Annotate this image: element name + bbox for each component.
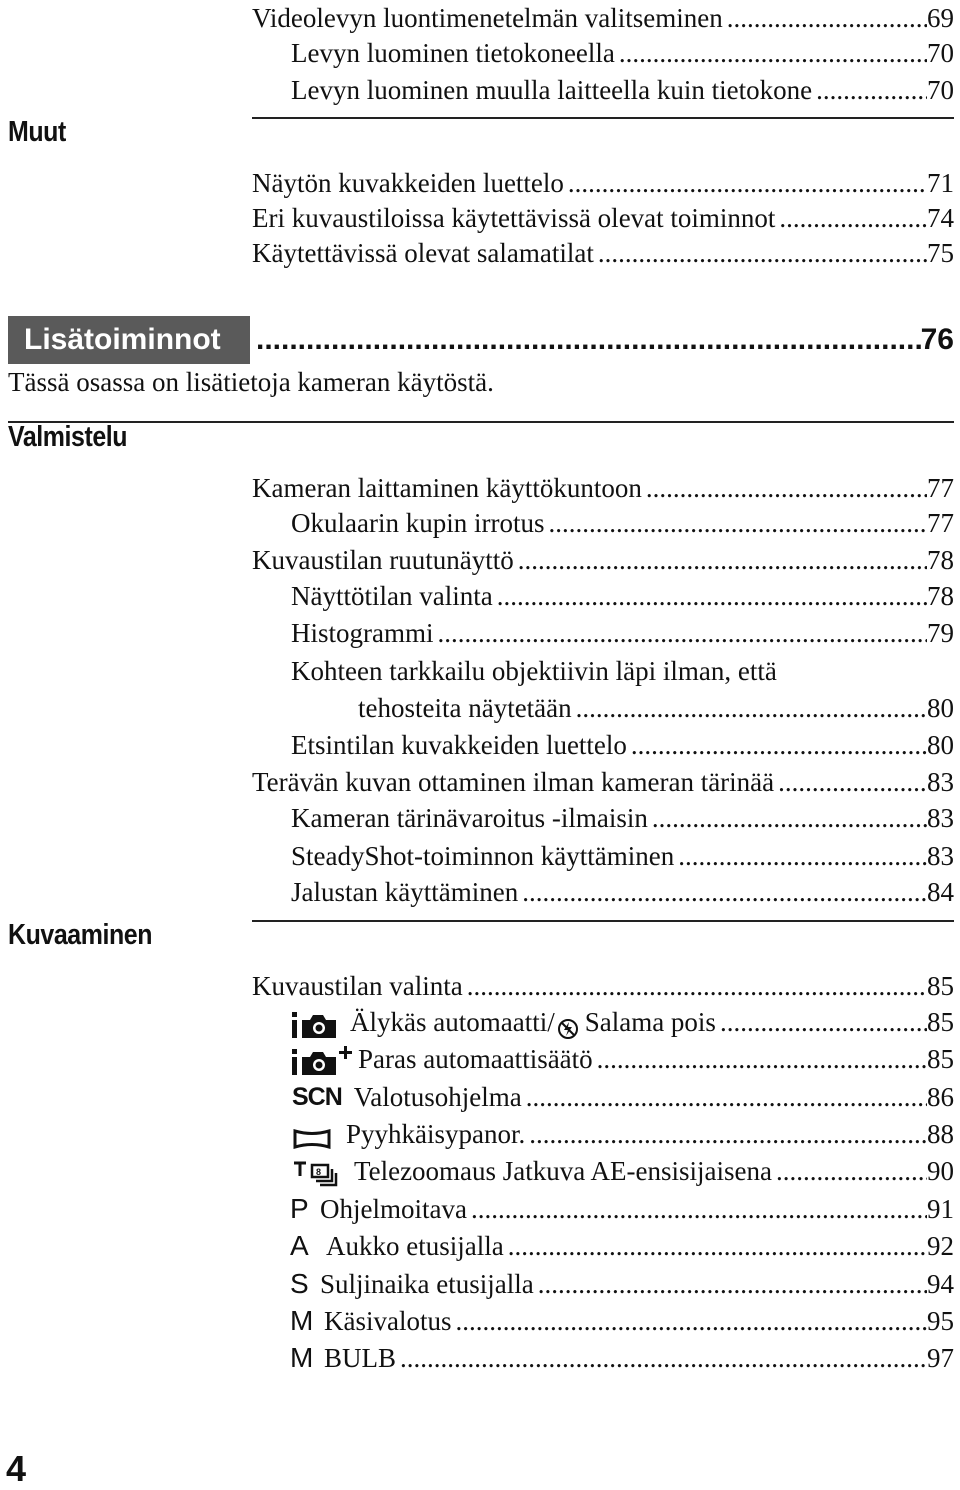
toc-entry[interactable] — [291, 578, 954, 614]
toc-entry-text: Näytön kuvakkeiden luettelo — [252, 168, 564, 198]
chapter-leader — [256, 316, 954, 364]
section-divider — [252, 117, 954, 119]
toc-entry-text: Näyttötilan valinta — [291, 581, 493, 611]
chapter-title[interactable]: Lisätoiminnot — [8, 316, 250, 364]
superior-auto-icon — [290, 1045, 354, 1077]
toc-entry-text: BULB — [324, 1343, 397, 1373]
toc-entry-page: 77 — [927, 473, 954, 503]
toc-entry[interactable] — [290, 1228, 954, 1264]
toc-entry-text: Pyyhkäisypanor. — [346, 1119, 526, 1149]
toc-entry[interactable] — [290, 1266, 954, 1302]
toc-entry-page: 70 — [927, 38, 954, 68]
toc-entry[interactable] — [252, 764, 954, 800]
toc-entry-page: 84 — [927, 877, 954, 907]
toc-entry-page: 90 — [927, 1156, 954, 1186]
toc-entry-text: Jalustan käyttäminen — [291, 877, 519, 907]
toc-entry[interactable] — [252, 165, 954, 201]
intelligent-auto-icon — [290, 1010, 342, 1040]
m-mode-icon: M — [290, 1305, 314, 1336]
toc-entry-page: 79 — [927, 618, 954, 648]
sweep-panorama-icon — [292, 1126, 332, 1152]
toc-entry[interactable] — [290, 1340, 954, 1376]
toc-entry[interactable] — [291, 72, 954, 108]
toc-entry-text: Ohjelmoitava — [320, 1194, 467, 1224]
section-divider — [8, 421, 954, 423]
toc-entry-text: Käsivalotus — [324, 1306, 452, 1336]
section-label-muut: Muut — [8, 116, 66, 148]
tele-zoom-continuous-icon — [292, 1159, 342, 1189]
toc-entry[interactable] — [252, 0, 954, 36]
s-mode-icon: S — [290, 1268, 309, 1299]
toc-entry-page: 78 — [927, 581, 954, 611]
page-number: 4 — [6, 1448, 27, 1489]
toc-entry[interactable] — [292, 1153, 954, 1189]
toc-entry[interactable] — [252, 200, 954, 236]
toc-entry-page: 83 — [927, 841, 954, 871]
toc-entry[interactable] — [291, 35, 954, 71]
toc-entry-text: Kameran laittaminen käyttökuntoon — [252, 473, 642, 503]
section-label-kuvaaminen: Kuvaaminen — [8, 919, 153, 951]
toc-entry[interactable] — [292, 1116, 954, 1152]
toc-entry[interactable] — [291, 615, 954, 651]
toc-entry-text: Käytettävissä olevat salamatilat — [252, 238, 594, 268]
toc-entry-text: Eri kuvaustiloissa käytettävissä olevat toiminnot — [252, 203, 776, 233]
chapter-description: Tässä osassa on lisätietoja kameran käytöstä. — [8, 367, 494, 397]
toc-entry[interactable] — [290, 1041, 954, 1077]
svg-text:8: 8 — [316, 1167, 322, 1177]
section-label-valmistelu: Valmistelu — [8, 421, 128, 453]
toc-entry[interactable] — [291, 874, 954, 910]
toc-entry[interactable] — [252, 235, 954, 271]
p-mode-icon: P — [290, 1193, 309, 1224]
toc-entry-text: Levyn luominen muulla laitteella kuin tietokone — [291, 75, 813, 105]
toc-entry-page: 85 — [927, 1007, 954, 1037]
toc-entry-text: Okulaarin kupin irrotus — [291, 508, 545, 538]
toc-entry-text: Aukko etusijalla — [326, 1231, 504, 1261]
m-bulb-icon: M — [290, 1342, 314, 1373]
toc-entry[interactable] — [290, 1004, 954, 1040]
toc-entry[interactable] — [252, 542, 954, 578]
toc-entry[interactable] — [290, 1303, 954, 1339]
toc-entry-page: 71 — [927, 168, 954, 198]
toc-entry[interactable] — [291, 838, 954, 874]
toc-entry-page: 91 — [927, 1194, 954, 1224]
toc-entry-text: Valotusohjelma — [353, 1082, 522, 1112]
toc-entry-page: 86 — [927, 1082, 954, 1112]
toc-entry-text: Terävän kuvan ottaminen ilman kameran tärinää — [252, 767, 775, 797]
toc-entry-page: 78 — [927, 545, 954, 575]
toc-entry-text: Videolevyn luontimenetelmän valitseminen — [252, 3, 723, 33]
toc-entry-page: 80 — [927, 693, 954, 723]
toc-entry-text: Kuvaustilan ruutunäyttö — [252, 545, 514, 575]
toc-entry-page: 97 — [927, 1343, 954, 1373]
toc-entry-text: Salama pois — [584, 1007, 716, 1037]
toc-entry-page: 75 — [927, 238, 954, 268]
toc-entry-text: Histogrammi — [291, 618, 434, 648]
toc-entry-text: Suljinaika etusijalla — [320, 1269, 534, 1299]
toc-entry[interactable] — [291, 727, 954, 763]
toc-entry-text: Levyn luominen tietokoneella — [291, 38, 615, 68]
toc-entry-page: 74 — [927, 203, 954, 233]
section-divider — [252, 920, 954, 922]
toc-entry-page: 77 — [927, 508, 954, 538]
toc-entry-text: Kuvaustilan valinta — [252, 971, 463, 1001]
toc-entry-page: 85 — [927, 971, 954, 1001]
toc-entry-page: 85 — [927, 1044, 954, 1074]
toc-entry[interactable] — [291, 800, 954, 836]
toc-entry-text: Kameran tärinävaroitus -ilmaisin — [291, 803, 648, 833]
toc-entry[interactable] — [290, 1191, 954, 1227]
toc-entry-text: Älykäs automaatti/ — [350, 1007, 555, 1037]
toc-entry-text: Telezoomaus Jatkuva AE-ensisijaisena — [354, 1156, 772, 1186]
toc-entry-page: 70 — [927, 75, 954, 105]
toc-entry-page: 94 — [927, 1269, 954, 1299]
toc-entry-page: 80 — [927, 730, 954, 760]
toc-entry[interactable] — [292, 1079, 954, 1115]
toc-entry-text: tehosteita näytetään — [358, 693, 572, 723]
scn-icon: SCN — [292, 1083, 342, 1111]
toc-entry-page: 95 — [927, 1306, 954, 1336]
toc-entry[interactable] — [252, 470, 954, 506]
chapter-page: 76 — [920, 323, 954, 356]
toc-entry-page: 92 — [927, 1231, 954, 1261]
toc-entry-page: 69 — [927, 3, 954, 33]
toc-entry[interactable] — [252, 968, 954, 1004]
toc-entry-page: 83 — [927, 767, 954, 797]
toc-entry-text: Paras automaattisäätö — [358, 1044, 593, 1074]
toc-entry[interactable] — [358, 690, 954, 726]
toc-entry[interactable] — [291, 505, 954, 541]
toc-entry-page: 88 — [927, 1119, 954, 1149]
toc-entry-page: 83 — [927, 803, 954, 833]
toc-entry-text[interactable]: Kohteen tarkkailu objektiivin läpi ilman, että — [291, 656, 777, 686]
a-mode-icon: A — [290, 1230, 309, 1261]
toc-entry-text: SteadyShot-toiminnon käyttäminen — [291, 841, 675, 871]
flash-off-icon — [557, 1018, 579, 1040]
toc-entry-text: Etsintilan kuvakkeiden luettelo — [291, 730, 627, 760]
